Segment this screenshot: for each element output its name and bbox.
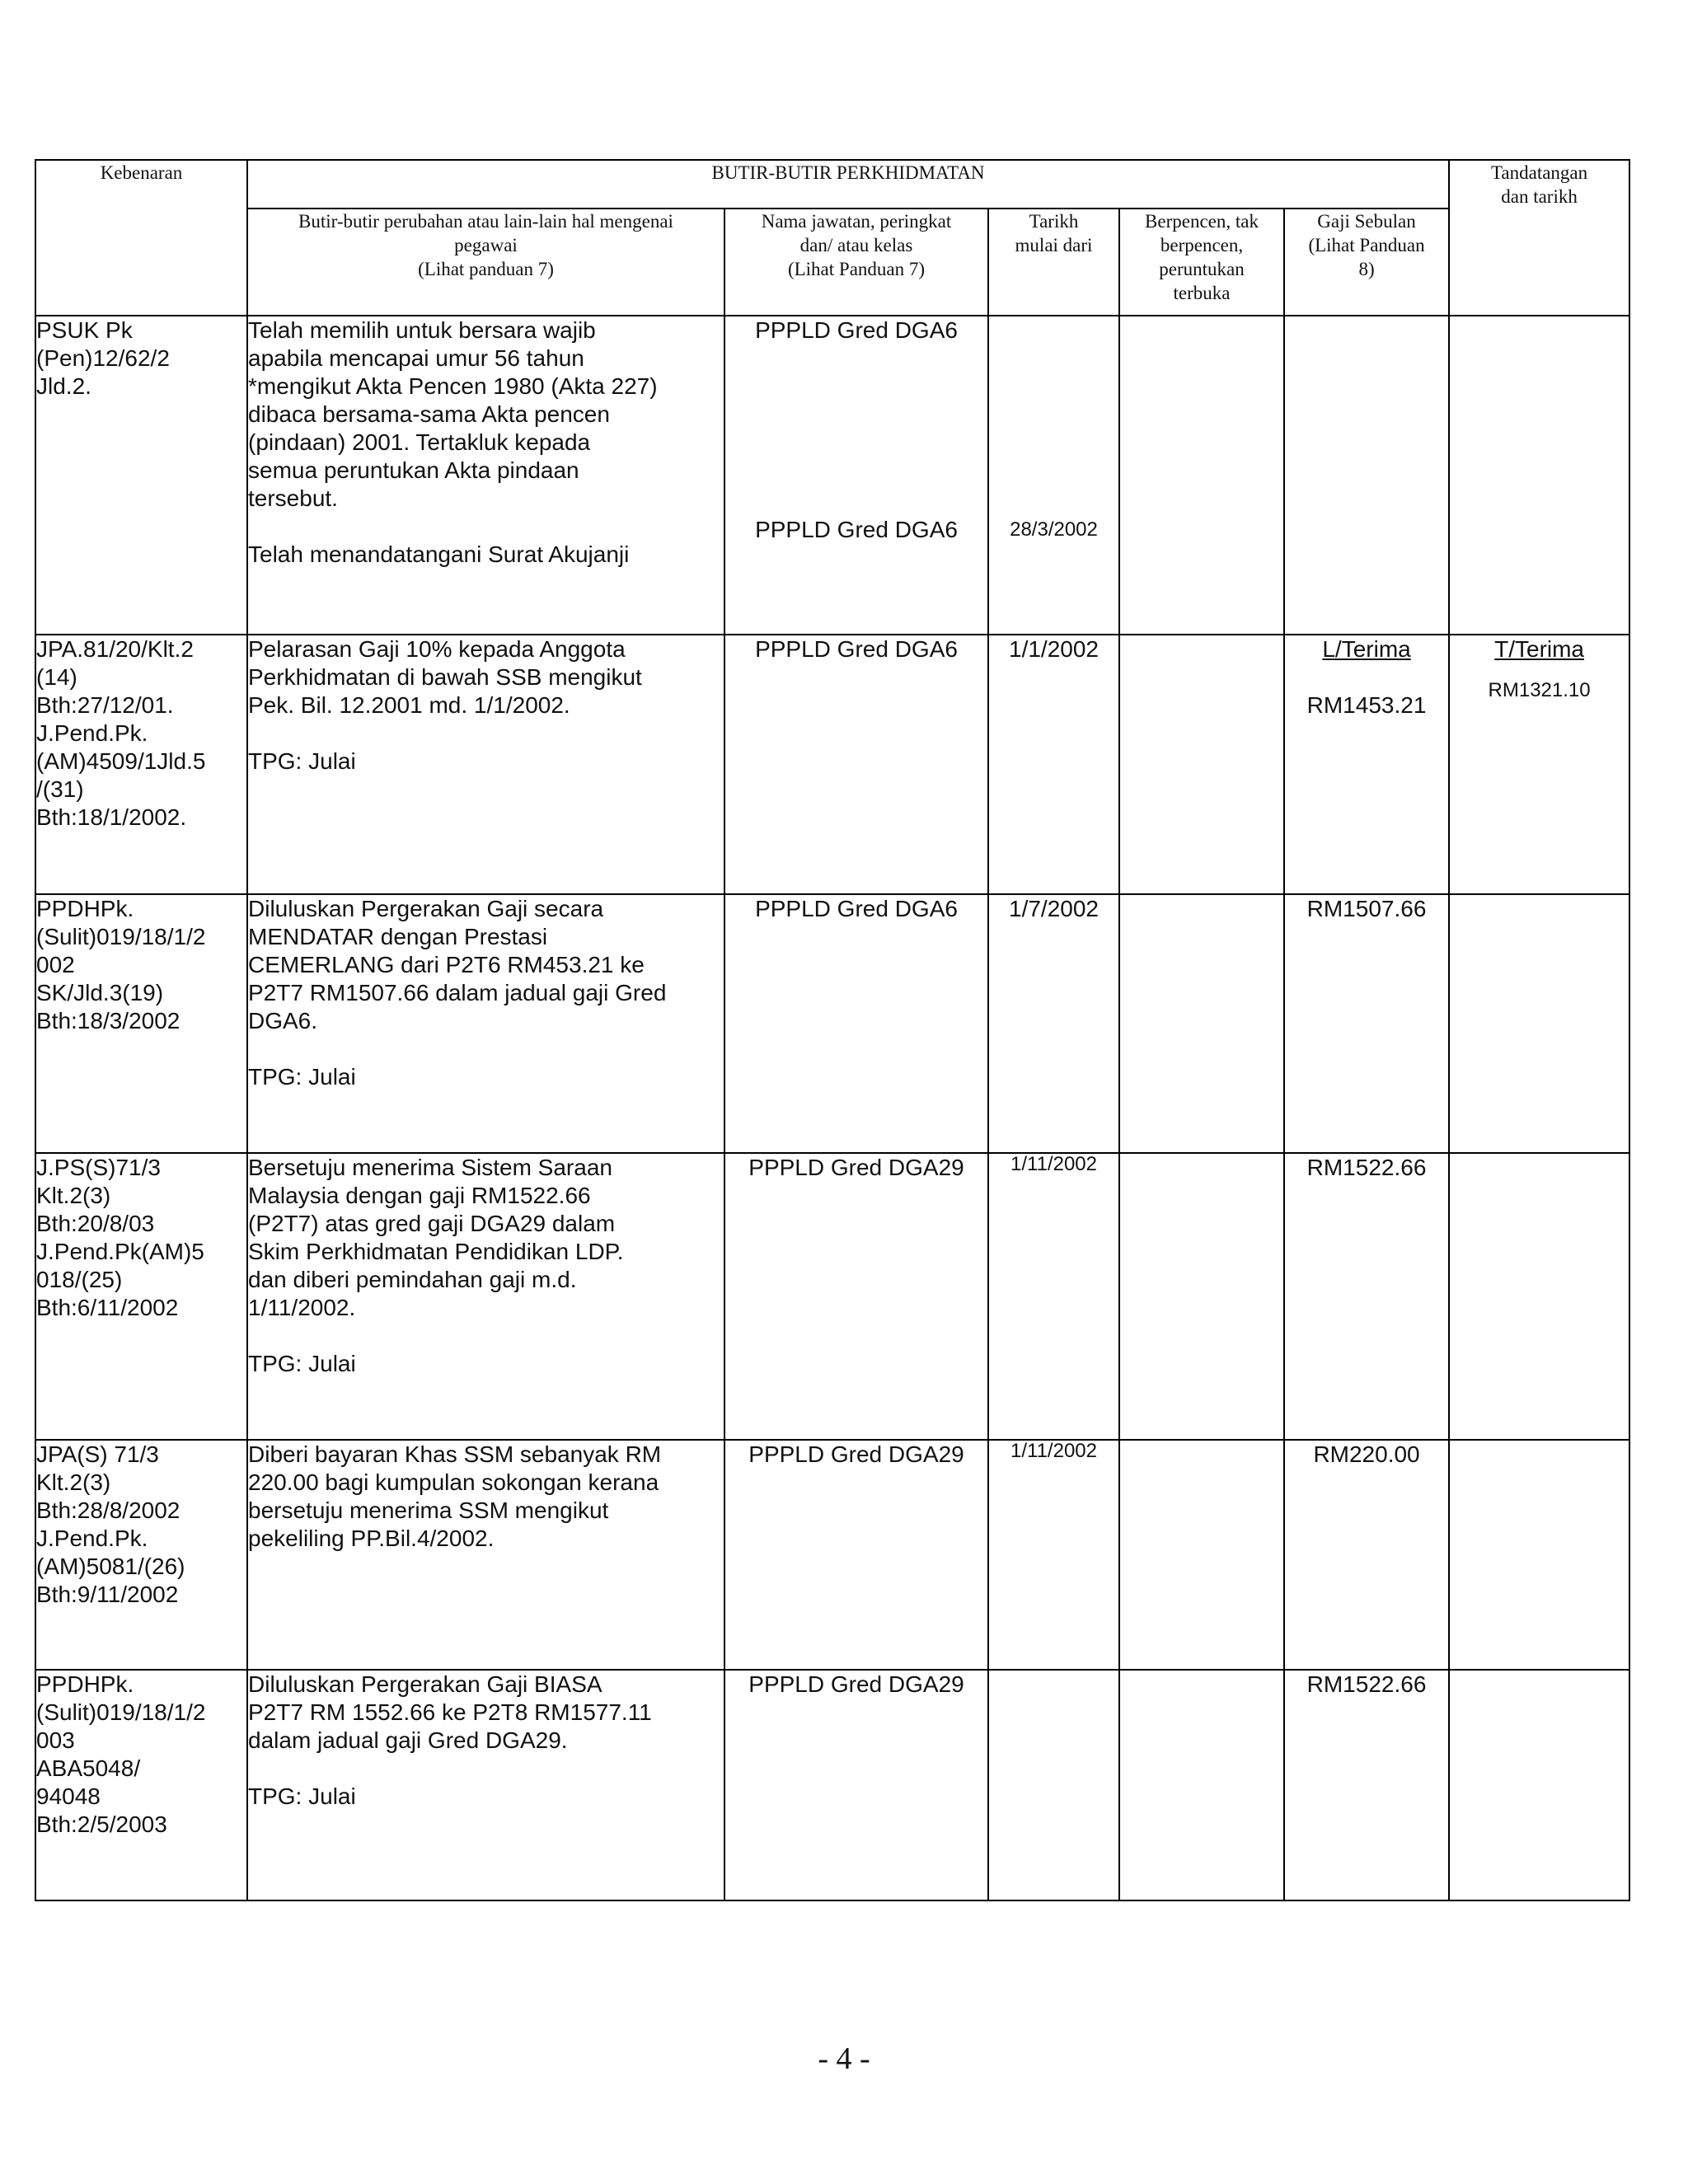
nama-jawatan-cell: PPPLD Gred DGA6 PPPLD Gred DGA6 [724,316,988,635]
nama-jawatan-cell: PPPLD Gred DGA29 [724,1153,988,1440]
table-row [35,1670,1629,1900]
tarikh-cell: 1/11/2002 [988,1440,1119,1670]
tandatangan-cell [1449,894,1629,1153]
butir-cell: Telah memilih untuk bersara wajib apabila mencapai umur 56 tahun *mengikut Akta Pencen 1980 (Akta 227) dibaca bersama-sama Akta pencen (pindaan) 2001. Tertakluk kepada semua peruntukan Akta pindaan tersebut. Telah menandatangani Surat Akujanji [247,316,724,635]
berpencen-cell [1119,1440,1284,1670]
tandatangan-label: T/Terima [1494,636,1585,662]
gaji-cell: L/Terima RM1453.21 [1284,635,1449,894]
header-kebenaran: Kebenaran [35,160,247,316]
header-butir-butir-perkhidmatan: BUTIR-BUTIR PERKHIDMATAN [247,160,1449,209]
header-nama-jawatan: Nama jawatan, peringkat dan/ atau kelas (Lihat Panduan 7) [724,209,988,316]
tandatangan-cell [1449,1440,1629,1670]
nama-jawatan-cell: PPPLD Gred DGA6 [724,894,988,1153]
berpencen-cell [1119,1670,1284,1900]
kebenaran-cell: PPDHPk. (Sulit)019/18/1/2 002 SK/Jld.3(19) Bth:18/3/2002 [35,894,247,1153]
header-row-1 [35,160,1629,209]
nama-jawatan-cell: PPPLD Gred DGA6 [724,635,988,894]
gaji-cell: RM220.00 [1284,1440,1449,1670]
butir-cell: Diluluskan Pergerakan Gaji secara MENDATAR dengan Prestasi CEMERLANG dari P2T6 RM453.21 ke P2T7 RM1507.66 dalam jadual gaji Gred DGA6. TPG: Julai [247,894,724,1153]
berpencen-cell [1119,635,1284,894]
header-row-2 [35,209,1629,316]
butir-cell: Diberi bayaran Khas SSM sebanyak RM 220.00 bagi kumpulan sokongan kerana bersetuju menerima SSM mengikut pekeliling PP.Bil.4/2002. [247,1440,724,1670]
gaji-cell [1284,316,1449,635]
header-gaji-sebulan: Gaji Sebulan (Lihat Panduan 8) [1284,209,1449,316]
butir-cell: Pelarasan Gaji 10% kepada Anggota Perkhidmatan di bawah SSB mengikut Pek. Bil. 12.2001 md. 1/1/2002. TPG: Julai [247,635,724,894]
berpencen-cell [1119,316,1284,635]
table-row [35,1153,1629,1440]
tandatangan-cell [1449,316,1629,635]
page-number: - 4 - [818,2041,870,2076]
table-row [35,635,1629,894]
table-row [35,316,1629,635]
tandatangan-cell [1449,1670,1629,1900]
service-record-table [35,159,1630,1901]
tarikh-cell: 1/1/2002 [988,635,1119,894]
header-tarikh: Tarikh mulai dari [988,209,1119,316]
nama-jawatan-cell: PPPLD Gred DGA29 [724,1670,988,1900]
header-butir-perubahan: Butir-butir perubahan atau lain-lain hal mengenai pegawai (Lihat panduan 7) [247,209,724,316]
kebenaran-cell: JPA(S) 71/3 Klt.2(3) Bth:28/8/2002 J.Pend.Pk. (AM)5081/(26) Bth:9/11/2002 [35,1440,247,1670]
tandatangan-cell: T/Terima RM1321.10 [1449,635,1629,894]
gaji-cell: RM1522.66 [1284,1670,1449,1900]
butir-cell: Diluluskan Pergerakan Gaji BIASA P2T7 RM 1552.66 ke P2T8 RM1577.11 dalam jadual gaji Gred DGA29. TPG: Julai [247,1670,724,1900]
tarikh-cell: 28/3/2002 [988,316,1119,635]
kebenaran-cell: JPA.81/20/Klt.2 (14) Bth:27/12/01. J.Pend.Pk. (AM)4509/1Jld.5 /(31) Bth:18/1/2002. [35,635,247,894]
kebenaran-cell: PPDHPk. (Sulit)019/18/1/2 003 ABA5048/ 94048 Bth:2/5/2003 [35,1670,247,1900]
gaji-label: L/Terima [1322,636,1411,662]
kebenaran-cell: J.PS(S)71/3 Klt.2(3) Bth:20/8/03 J.Pend.Pk(AM)5 018/(25) Bth:6/11/2002 [35,1153,247,1440]
nama-jawatan-cell: PPPLD Gred DGA29 [724,1440,988,1670]
header-tandatangan: Tandatangan dan tarikh [1449,160,1629,316]
kebenaran-cell: PSUK Pk (Pen)12/62/2 Jld.2. [35,316,247,635]
tarikh-cell [988,1670,1119,1900]
header-berpencen: Berpencen, tak berpencen, peruntukan terbuka [1119,209,1284,316]
tandatangan-cell [1449,1153,1629,1440]
butir-cell: Bersetuju menerima Sistem Saraan Malaysia dengan gaji RM1522.66 (P2T7) atas gred gaji DGA29 dalam Skim Perkhidmatan Pendidikan LDP. dan diberi pemindahan gaji m.d. 1/11/2002. TPG: Julai [247,1153,724,1440]
tarikh-cell: 1/11/2002 [988,1153,1119,1440]
tarikh-cell: 1/7/2002 [988,894,1119,1153]
gaji-cell: RM1507.66 [1284,894,1449,1153]
table-row [35,1440,1629,1670]
berpencen-cell [1119,894,1284,1153]
table-row [35,894,1629,1153]
gaji-cell: RM1522.66 [1284,1153,1449,1440]
berpencen-cell [1119,1153,1284,1440]
